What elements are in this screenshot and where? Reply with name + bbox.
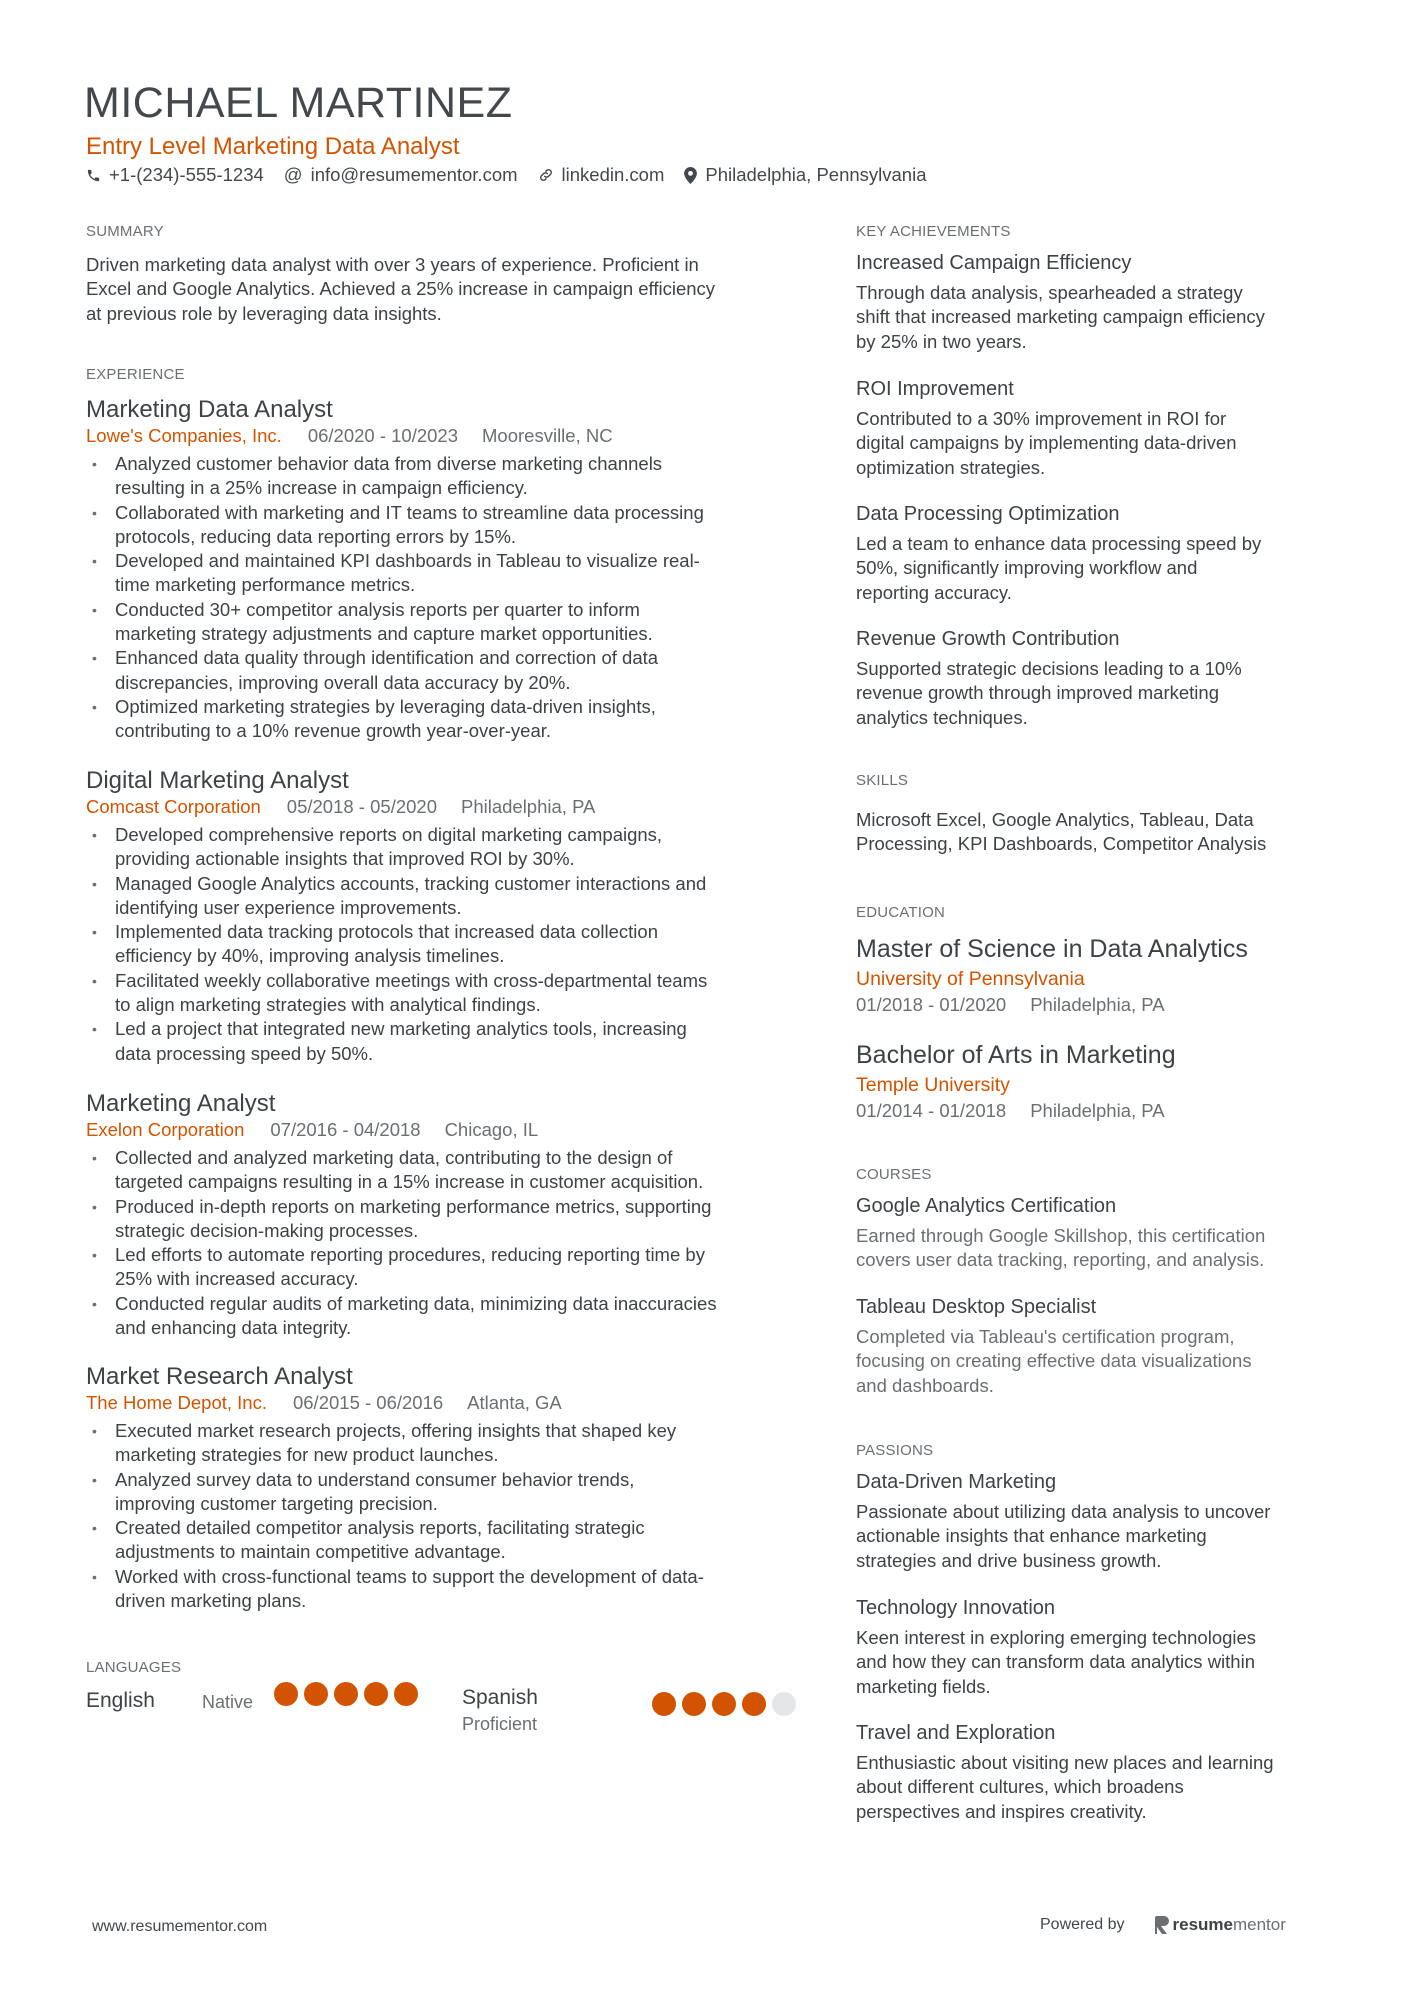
bullet-line: efficiency by 40%, improving analysis timelines.	[115, 945, 505, 967]
phone-text: +1-(234)-555-1234	[109, 164, 264, 185]
bullet-item	[86, 1419, 704, 1468]
candidate-name: MICHAEL MARTINEZ	[84, 79, 513, 127]
bullet-icon: •	[92, 875, 97, 892]
bullet-item	[86, 1516, 704, 1565]
bullet-item	[86, 920, 707, 969]
experience-company: The Home Depot, Inc.	[86, 1392, 267, 1413]
bullet-line: adjustments to maintain competitive advantage.	[115, 1541, 506, 1563]
experience-meta	[86, 424, 704, 448]
bullet-line: Implemented data tracking protocols that increased data collection	[115, 921, 658, 943]
bullet-icon: •	[92, 601, 97, 618]
bullet-item	[86, 969, 707, 1018]
bullet-icon: •	[92, 1150, 97, 1166]
education-meta	[856, 1099, 1176, 1123]
bullet-line: to align marketing strategies with analytical findings.	[115, 994, 541, 1016]
language-name: English	[86, 1689, 155, 1712]
bullet-line: Developed comprehensive reports on digital marketing campaigns,	[115, 824, 663, 845]
text-line: Keen interest in exploring emerging technologies	[856, 1627, 1257, 1648]
bullet-line: driven marketing plans.	[115, 1590, 307, 1612]
text-line: Completed via Tableau's certification program,	[856, 1326, 1235, 1347]
text-line: Enthusiastic about visiting new places and learning	[856, 1752, 1274, 1773]
education-dates: 01/2014 - 01/2018	[856, 1100, 1007, 1121]
experience-title: Market Research Analyst	[86, 1363, 353, 1390]
rating-dot-filled	[334, 1682, 358, 1706]
passion-text	[856, 1751, 1274, 1824]
passion-title: Travel and Exploration	[856, 1722, 1056, 1744]
passion-title: Technology Innovation	[856, 1597, 1056, 1619]
bullet-line: Analyzed customer behavior data from diverse marketing channels	[115, 453, 663, 474]
experience-item	[86, 1363, 704, 1613]
experience-location: Atlanta, GA	[467, 1392, 562, 1413]
section-label-languages: LANGUAGES	[86, 1659, 182, 1676]
contact-phone	[86, 163, 264, 187]
text-line: and dashboards.	[856, 1374, 994, 1396]
bullet-icon: •	[92, 1295, 97, 1312]
bullet-icon: •	[92, 553, 97, 570]
experience-meta	[86, 795, 707, 819]
experience-bullets	[86, 452, 704, 744]
passion-item	[856, 1595, 1256, 1699]
section-label-skills: SKILLS	[856, 772, 909, 789]
logo-text-bold: resume	[1172, 1915, 1233, 1934]
bullet-line: discrepancies, improving overall data accuracy by 20%.	[115, 671, 571, 693]
job-title: Entry Level Marketing Data Analyst	[86, 133, 460, 160]
bullet-line: Led a project that integrated new marketing analytics tools, increasing	[115, 1018, 687, 1040]
bullet-line: Facilitated weekly collaborative meetings with cross-departmental teams	[115, 969, 708, 991]
language-level: Proficient	[462, 1714, 538, 1734]
contact-location	[684, 163, 926, 187]
bullet-icon: •	[92, 1471, 97, 1488]
bullet-icon: •	[92, 972, 97, 989]
education-school: Temple University	[856, 1074, 1010, 1096]
text-line: actionable insights that enhance marketing	[856, 1525, 1207, 1547]
language-rating	[274, 1682, 418, 1706]
text-line: digital campaigns by implementing data-driven	[856, 432, 1237, 454]
summary-line: Excel and Google Analytics. Achieved a 25% increase in campaign efficiency	[86, 278, 716, 300]
section-label-education: EDUCATION	[856, 904, 946, 921]
text-line: Contributed to a 30% improvement in ROI for	[856, 408, 1227, 429]
experience-title: Marketing Analyst	[86, 1090, 276, 1117]
summary-line: at previous role by leveraging data insights.	[86, 302, 442, 324]
text-line: Processing, KPI Dashboards, Competitor Analysis	[856, 833, 1267, 855]
link-icon	[538, 167, 554, 183]
summary-text	[86, 253, 715, 326]
experience-dates: 06/2015 - 06/2016	[292, 1392, 444, 1413]
bullet-icon: •	[92, 827, 97, 843]
bullet-item	[86, 1017, 707, 1066]
powered-by-text: Powered by	[1040, 1916, 1125, 1933]
achievement-title: Increased Campaign Efficiency	[856, 252, 1132, 274]
bullet-line: marketing strategies for new product launches.	[115, 1444, 499, 1466]
bullet-item	[86, 598, 704, 647]
education-item	[856, 1040, 1176, 1123]
bullet-line: and enhancing data integrity.	[115, 1317, 352, 1339]
passion-text	[856, 1500, 1270, 1573]
bullet-line: Enhanced data quality through identification and correction of data	[115, 647, 659, 669]
resumementor-logo-icon	[1155, 1916, 1169, 1934]
achievement-text	[856, 407, 1236, 480]
rating-dot-filled	[712, 1692, 736, 1716]
bullet-line: Managed Google Analytics accounts, tracking customer interactions and	[115, 872, 707, 894]
rating-dot-empty	[772, 1692, 796, 1716]
bullet-line: resulting in a 25% increase in campaign efficiency.	[115, 477, 528, 499]
education-dates: 01/2018 - 01/2020	[856, 994, 1007, 1015]
text-line: Led a team to enhance data processing speed by	[856, 533, 1262, 554]
language-name: Spanish	[462, 1686, 538, 1709]
bullet-item	[86, 695, 704, 744]
bullet-item	[86, 1195, 717, 1244]
contact-linkedin[interactable]	[538, 163, 665, 187]
rating-dot-filled	[742, 1692, 766, 1716]
experience-company: Exelon Corporation	[86, 1119, 245, 1140]
education-location: Philadelphia, PA	[1030, 994, 1165, 1015]
experience-item	[86, 396, 704, 744]
bullet-icon: •	[92, 698, 97, 715]
education-location: Philadelphia, PA	[1030, 1100, 1165, 1121]
passion-text	[856, 1626, 1256, 1699]
bullet-line: providing actionable insights that improved ROI by 30%.	[115, 848, 575, 870]
bullet-line: marketing strategy adjustments and capture market opportunities.	[115, 623, 653, 645]
bullet-line: Collaborated with marketing and IT teams to streamline data processing	[115, 501, 704, 523]
course-text	[856, 1325, 1252, 1398]
experience-company: Comcast Corporation	[86, 796, 261, 817]
bullet-icon: •	[92, 504, 97, 521]
course-title: Google Analytics Certification	[856, 1195, 1117, 1217]
location-text: Philadelphia, Pennsylvania	[705, 164, 927, 185]
bullet-icon: •	[92, 1021, 97, 1038]
education-degree: Master of Science in Data Analytics	[856, 935, 1248, 963]
text-line: about different cultures, which broadens	[856, 1776, 1184, 1798]
bullet-line: targeted campaigns resulting in a 15% increase in customer acquisition.	[115, 1171, 704, 1193]
bullet-line: Conducted 30+ competitor analysis reports per quarter to inform	[115, 598, 640, 620]
passion-title: Data-Driven Marketing	[856, 1471, 1057, 1493]
text-line: Microsoft Excel, Google Analytics, Tableau, Data	[856, 809, 1254, 830]
bullet-line: Developed and maintained KPI dashboards in Tableau to visualize real-	[115, 550, 700, 572]
bullet-line: Collected and analyzed marketing data, contributing to the design of	[115, 1147, 673, 1168]
bullet-line: improving customer targeting precision.	[115, 1492, 438, 1514]
bullet-line: strategic decision-making processes.	[115, 1219, 419, 1241]
phone-icon	[86, 168, 101, 183]
bullet-line: Optimized marketing strategies by leveraging data-driven insights,	[115, 695, 656, 717]
text-line: by 25% in two years.	[856, 330, 1027, 352]
bullet-item	[86, 646, 704, 695]
logo-text-light: mentor	[1232, 1915, 1286, 1934]
experience-bullets	[86, 1419, 704, 1613]
bullet-item	[86, 1292, 717, 1341]
section-label-experience: EXPERIENCE	[86, 366, 185, 383]
text-line: revenue growth through improved marketing	[856, 682, 1219, 704]
bullet-item	[86, 501, 704, 550]
location-pin-icon	[684, 167, 697, 184]
course-text	[856, 1224, 1265, 1273]
bullet-item	[86, 1146, 717, 1195]
bullet-icon: •	[92, 456, 97, 472]
text-line: optimization strategies.	[856, 456, 1046, 478]
achievement-text	[856, 281, 1265, 354]
achievement-title: Revenue Growth Contribution	[856, 628, 1120, 650]
experience-title: Marketing Data Analyst	[86, 396, 333, 423]
experience-dates: 05/2018 - 05/2020	[286, 796, 437, 817]
text-line: analytics techniques.	[856, 706, 1028, 728]
bullet-line: 25% with increased accuracy.	[115, 1268, 359, 1290]
bullet-line: Produced in-depth reports on marketing performance metrics, supporting	[115, 1195, 712, 1217]
footer-powered-by	[1040, 1915, 1286, 1935]
rating-dot-filled	[274, 1682, 298, 1706]
bullet-line: time marketing performance metrics.	[115, 574, 416, 596]
bullet-item	[86, 872, 707, 921]
language-level: Native	[202, 1692, 254, 1712]
bullet-line: Led efforts to automate reporting procedures, reducing reporting time by	[115, 1244, 705, 1266]
achievement-text	[856, 532, 1261, 605]
bullet-item	[86, 549, 704, 598]
course-item	[856, 1193, 1265, 1273]
section-label-courses: COURSES	[856, 1166, 932, 1183]
experience-item	[86, 767, 707, 1066]
bullet-line: contributing to a 10% revenue growth year-over-year.	[115, 720, 552, 742]
rating-dot-filled	[652, 1692, 676, 1716]
achievement-item	[856, 250, 1265, 354]
text-line: shift that increased marketing campaign efficiency	[856, 306, 1265, 328]
bullet-icon: •	[92, 650, 97, 667]
education-item	[856, 934, 1248, 1017]
achievement-item	[856, 376, 1236, 480]
experience-bullets	[86, 1146, 717, 1340]
bullet-item	[86, 1565, 704, 1614]
bullet-line: data processing speed by 50%.	[115, 1042, 374, 1064]
text-line: Through data analysis, spearheaded a strategy	[856, 282, 1243, 303]
achievement-title: Data Processing Optimization	[856, 503, 1120, 525]
text-line: marketing fields.	[856, 1675, 991, 1697]
bullet-icon: •	[92, 1568, 97, 1585]
education-degree: Bachelor of Arts in Marketing	[856, 1041, 1176, 1069]
experience-location: Mooresville, NC	[482, 425, 613, 446]
experience-location: Chicago, IL	[444, 1119, 539, 1140]
summary-line: Driven marketing data analyst with over 3 years of experience. Proficient in	[86, 254, 699, 275]
education-meta	[856, 993, 1248, 1017]
education-school: University of Pennsylvania	[856, 968, 1085, 990]
course-title: Tableau Desktop Specialist	[856, 1296, 1097, 1318]
bullet-icon: •	[92, 924, 97, 941]
bullet-line: Created detailed competitor analysis reports, facilitating strategic	[115, 1517, 645, 1539]
experience-meta	[86, 1118, 717, 1142]
bullet-icon: •	[92, 1520, 97, 1537]
bullet-line: protocols, reducing data reporting errors by 15%.	[115, 525, 517, 547]
text-line: Passionate about utilizing data analysis to uncover	[856, 1501, 1271, 1522]
text-line: perspectives and inspires creativity.	[856, 1800, 1147, 1822]
section-label-passions: PASSIONS	[856, 1442, 934, 1459]
bullet-item	[86, 1468, 704, 1517]
experience-bullets	[86, 823, 707, 1066]
footer-website-link[interactable]: www.resumementor.com	[92, 1918, 268, 1935]
text-line: Supported strategic decisions leading to a 10%	[856, 658, 1242, 679]
achievement-item	[856, 626, 1242, 730]
rating-dot-filled	[304, 1682, 328, 1706]
text-line: Earned through Google Skillshop, this certification	[856, 1225, 1266, 1246]
contact-row	[86, 163, 946, 187]
rating-dot-filled	[394, 1682, 418, 1706]
experience-title: Digital Marketing Analyst	[86, 767, 349, 794]
bullet-line: Conducted regular audits of marketing data, minimizing data inaccuracies	[115, 1292, 717, 1314]
email-link[interactable]: info@resumementor.com	[310, 164, 518, 185]
passion-item	[856, 1469, 1270, 1573]
section-label-summary: SUMMARY	[86, 223, 164, 240]
text-line: 50%, significantly improving workflow and	[856, 557, 1198, 579]
experience-company: Lowe's Companies, Inc.	[86, 425, 282, 446]
section-label-key-achievements: KEY ACHIEVEMENTS	[856, 223, 1011, 240]
bullet-item	[86, 1243, 717, 1292]
skills-text	[856, 808, 1266, 857]
experience-item	[86, 1090, 717, 1340]
experience-location: Philadelphia, PA	[460, 796, 596, 817]
achievement-title: ROI Improvement	[856, 378, 1014, 400]
contact-email[interactable]	[284, 163, 518, 187]
bullet-item	[86, 823, 707, 872]
bullet-icon: •	[92, 1423, 97, 1439]
text-line: focusing on creating effective data visualizations	[856, 1350, 1252, 1372]
rating-dot-filled	[682, 1692, 706, 1716]
passion-item	[856, 1720, 1274, 1824]
at-icon: @	[283, 164, 303, 185]
course-item	[856, 1294, 1252, 1398]
bullet-line: identifying user experience improvements.	[115, 896, 462, 918]
bullet-line: Analyzed survey data to understand consumer behavior trends,	[115, 1468, 635, 1490]
text-line: strategies and drive business growth.	[856, 1549, 1162, 1571]
text-line: reporting accuracy.	[856, 581, 1012, 603]
bullet-line: Executed market research projects, offering insights that shaped key	[115, 1420, 677, 1441]
text-line: covers user data tracking, reporting, and analysis.	[856, 1249, 1265, 1271]
bullet-icon: •	[92, 1198, 97, 1215]
bullet-item	[86, 452, 704, 501]
rating-dot-filled	[364, 1682, 388, 1706]
experience-meta	[86, 1391, 704, 1415]
text-line: and how they can transform data analytics within	[856, 1651, 1255, 1673]
experience-dates: 06/2020 - 10/2023	[307, 425, 459, 446]
experience-dates: 07/2016 - 04/2018	[270, 1119, 421, 1140]
language-rating	[652, 1692, 796, 1716]
achievement-item	[856, 501, 1261, 605]
resumementor-logo[interactable]	[1155, 1915, 1286, 1935]
bullet-icon: •	[92, 1247, 97, 1264]
linkedin-link[interactable]: linkedin.com	[561, 164, 665, 185]
achievement-text	[856, 657, 1242, 730]
bullet-line: Worked with cross-functional teams to support the development of data-	[115, 1565, 704, 1587]
